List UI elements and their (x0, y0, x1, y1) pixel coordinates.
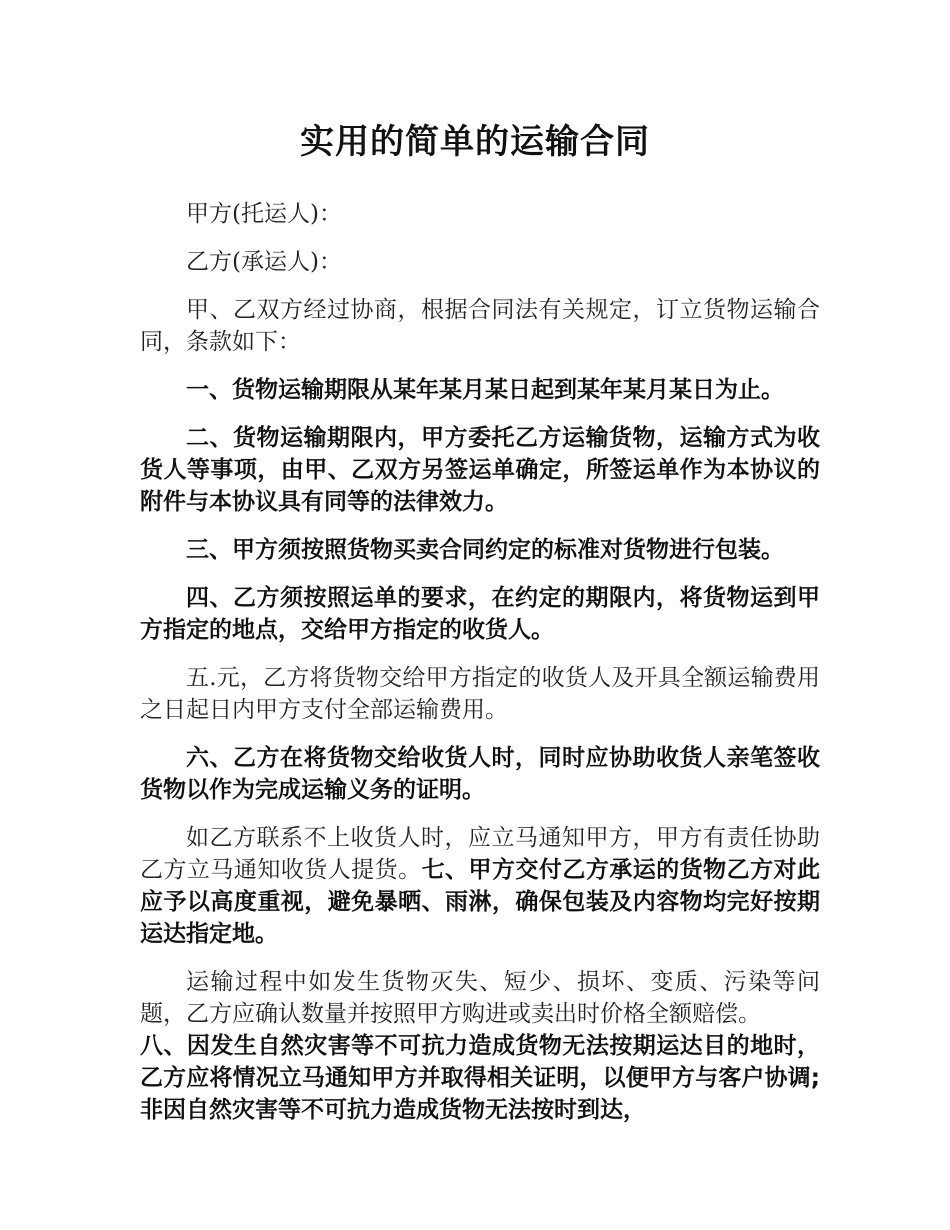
clause-1: 一、货物运输期限从某年某月某日起到某年某月某日为止。 (186, 377, 784, 403)
clause-4: 四、乙方须按照运单的要求，在约定的期限内，将货物运到甲方指定的地点，交给甲方指定的收货人。 (140, 585, 820, 643)
clause-8: 八、因发生自然灾害等不可抗力造成货物无法按期运达目的地时，乙方应将情况立马通知甲方并取得相关证明，以便甲方与客户协调;非因自然灾害等不可抗力造成货物无法按时到达， (140, 1033, 820, 1123)
clause-5: 五.元，乙方将货物交给甲方指定的收货人及开具全额运输费用之日起日内甲方支付全部运输费用。 (140, 665, 820, 723)
loss-paragraph: 运输过程中如发生货物灭失、短少、损坏、变质、污染等问题，乙方应确认数量并按照甲方购进或卖出时价格全额赔偿。 (140, 969, 820, 1027)
document-title: 实用的简单的运输合同 (300, 122, 650, 162)
clause-6: 六、乙方在将货物交给收货人时，同时应协助收货人亲笔签收货物以作为完成运输义务的证明。 (140, 745, 820, 803)
party-b-line: 乙方(承运人)： (186, 249, 342, 275)
party-a-line: 甲方(托运人)： (186, 201, 342, 227)
clause-7: 七、甲方交付乙方承运的货物乙方对此应予以高度重视，避免暴晒、雨淋，确保包装及内容物均完好按期运达指定地。 (140, 857, 821, 947)
notify-and-clause-7-paragraph (140, 822, 820, 950)
document-body (140, 198, 820, 1126)
notify-text: 如乙方联系不上收货人时，应立马通知甲方，甲方有责任协助乙方立马通知收货人提货。 (140, 825, 820, 883)
clause-2: 二、货物运输期限内，甲方委托乙方运输货物，运输方式为收货人等事项，由甲、乙双方另签运单确定，所签运单作为本协议的附件与本协议具有同等的法律效力。 (140, 425, 820, 515)
intro-paragraph: 甲、乙双方经过协商，根据合同法有关规定，订立货物运输合同，条款如下： (140, 297, 820, 355)
clause-3: 三、甲方须按照货物买卖合同约定的标准对货物进行包装。 (186, 537, 784, 563)
